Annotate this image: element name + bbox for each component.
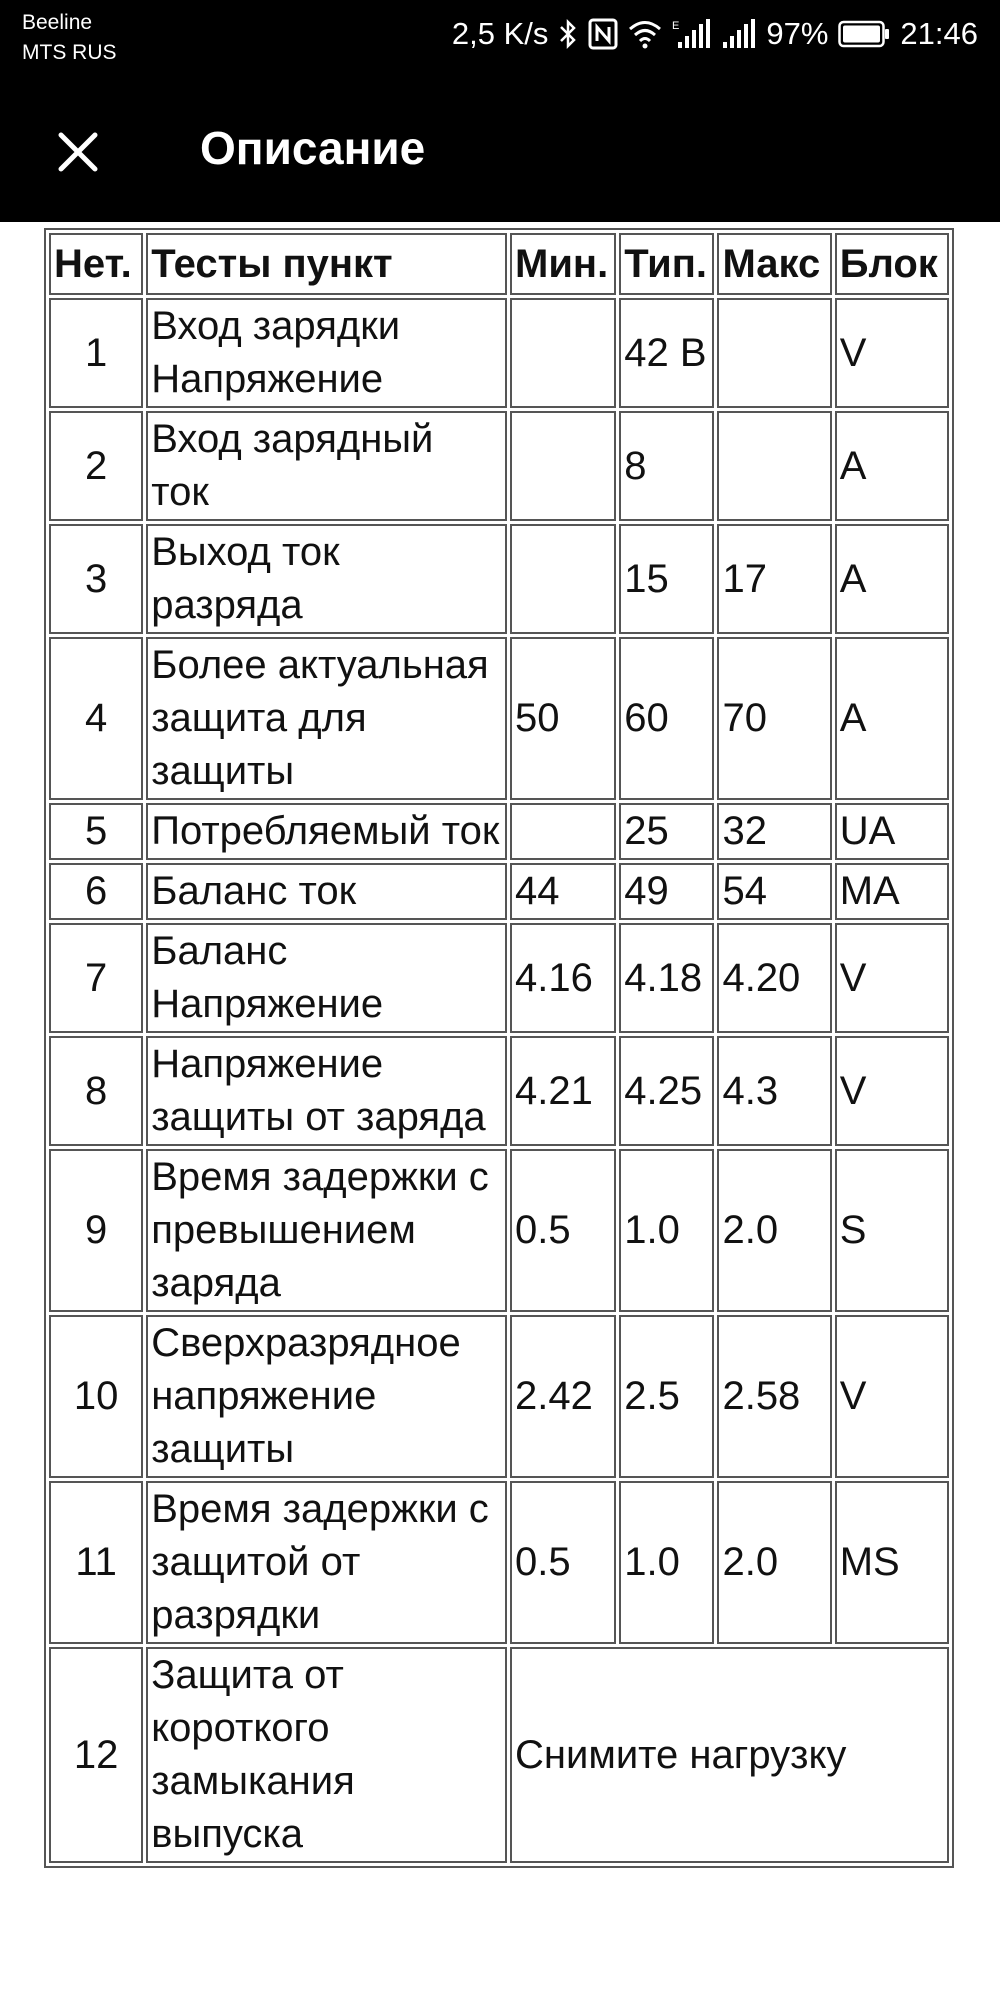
cell-test-item: Напряжение защиты от заряда	[146, 1036, 507, 1146]
table-row	[49, 803, 949, 860]
cell-min: 50	[510, 637, 616, 800]
table-row	[49, 411, 949, 521]
cell-typ: 8	[619, 411, 714, 521]
cell-max: 4.20	[717, 923, 831, 1033]
cell-test-item: Вход зарядки Напряжение	[146, 298, 507, 408]
carrier-primary: Beeline	[22, 11, 93, 34]
cell-no: 6	[49, 863, 143, 920]
cell-test-item: Время задержки с превышением заряда	[146, 1149, 507, 1312]
cell-no: 11	[49, 1481, 143, 1644]
header-no: Нет.	[49, 233, 143, 295]
cell-test-item: Выход ток разряда	[146, 524, 507, 634]
cell-unit: V	[835, 923, 949, 1033]
cell-typ: 49	[619, 863, 714, 920]
cell-min	[510, 298, 616, 408]
cell-unit: V	[835, 1315, 949, 1478]
table-body	[49, 298, 949, 1863]
cell-unit: MS	[835, 1481, 949, 1644]
cell-typ: 42 В	[619, 298, 714, 408]
table-row	[49, 923, 949, 1033]
cell-max: 2.0	[717, 1149, 831, 1312]
table-row	[49, 524, 949, 634]
cell-merged-note: Снимите нагрузку	[510, 1647, 949, 1863]
cell-min	[510, 524, 616, 634]
cell-min: 44	[510, 863, 616, 920]
cell-unit: MA	[835, 863, 949, 920]
table-row	[49, 1315, 949, 1478]
cell-test-item: Время задержки с защитой от разрядки	[146, 1481, 507, 1644]
cell-no: 10	[49, 1315, 143, 1478]
cell-test-item: Защита от короткого замыкания выпуска	[146, 1647, 507, 1863]
cell-min: 0.5	[510, 1481, 616, 1644]
cell-unit: V	[835, 1036, 949, 1146]
status-indicators	[452, 12, 978, 56]
header-max: Макс	[717, 233, 831, 295]
cell-max: 2.0	[717, 1481, 831, 1644]
cell-unit: A	[835, 524, 949, 634]
carrier-secondary: MTS RUS	[22, 41, 117, 64]
cell-no: 4	[49, 637, 143, 800]
cell-typ: 60	[619, 637, 714, 800]
cell-max: 70	[717, 637, 831, 800]
cell-test-item: Вход зарядный ток	[146, 411, 507, 521]
header-test-item: Тесты пункт	[146, 233, 507, 295]
cell-max	[717, 298, 831, 408]
description-content	[0, 222, 1000, 2000]
close-button[interactable]	[40, 114, 116, 190]
table-row	[49, 1149, 949, 1312]
cell-test-item: Баланс Напряжение	[146, 923, 507, 1033]
wifi-icon	[628, 19, 662, 49]
cell-no: 3	[49, 524, 143, 634]
cell-no: 1	[49, 298, 143, 408]
cell-typ: 4.25	[619, 1036, 714, 1146]
cell-max: 2.58	[717, 1315, 831, 1478]
svg-text:E: E	[672, 20, 680, 32]
cell-max: 4.3	[717, 1036, 831, 1146]
cell-typ: 1.0	[619, 1149, 714, 1312]
table-row	[49, 1481, 949, 1644]
cell-test-item: Более актуальная защита для защиты	[146, 637, 507, 800]
table-row	[49, 298, 949, 408]
cell-max: 54	[717, 863, 831, 920]
table-row	[49, 1647, 949, 1863]
cell-max: 32	[717, 803, 831, 860]
cell-no: 12	[49, 1647, 143, 1863]
cell-typ: 2.5	[619, 1315, 714, 1478]
cell-unit: UA	[835, 803, 949, 860]
cell-no: 8	[49, 1036, 143, 1146]
cell-max: 17	[717, 524, 831, 634]
cell-unit: V	[835, 298, 949, 408]
cell-test-item: Сверхразрядное напряжение защиты	[146, 1315, 507, 1478]
specification-table	[44, 228, 954, 1868]
cell-test-item: Потребляемый ток	[146, 803, 507, 860]
table-row	[49, 863, 949, 920]
cell-min: 0.5	[510, 1149, 616, 1312]
cell-no: 5	[49, 803, 143, 860]
cell-typ: 15	[619, 524, 714, 634]
cellular-signal-icon	[722, 18, 756, 50]
table-header-row	[49, 233, 949, 295]
network-speed: 2,5 K/s	[451, 16, 549, 51]
bluetooth-icon	[558, 18, 578, 50]
battery-icon	[838, 20, 890, 48]
clock: 21:46	[900, 16, 978, 51]
status-bar	[0, 0, 1000, 76]
table-row	[49, 1036, 949, 1146]
cell-max	[717, 411, 831, 521]
cell-no: 7	[49, 923, 143, 1033]
cell-no: 2	[49, 411, 143, 521]
cell-min: 4.16	[510, 923, 616, 1033]
cell-typ: 4.18	[619, 923, 714, 1033]
cellular-signal-e-icon	[672, 18, 712, 50]
app-bar	[0, 76, 1000, 222]
battery-percent: 97%	[766, 16, 829, 51]
cell-test-item: Баланс ток	[146, 863, 507, 920]
header-unit: Блок	[835, 233, 949, 295]
carrier-info	[22, 8, 117, 68]
cell-min	[510, 803, 616, 860]
cell-unit: S	[835, 1149, 949, 1312]
cell-min: 4.21	[510, 1036, 616, 1146]
cell-typ: 1.0	[619, 1481, 714, 1644]
close-icon	[58, 132, 98, 172]
cell-typ: 25	[619, 803, 714, 860]
cell-min	[510, 411, 616, 521]
nfc-icon	[588, 18, 618, 50]
page-title: Описание	[200, 122, 426, 174]
header-typ: Тип.	[619, 233, 714, 295]
cell-no: 9	[49, 1149, 143, 1312]
cell-min: 2.42	[510, 1315, 616, 1478]
cell-unit: A	[835, 637, 949, 800]
cell-unit: A	[835, 411, 949, 521]
header-min: Мин.	[510, 233, 616, 295]
table-row	[49, 637, 949, 800]
